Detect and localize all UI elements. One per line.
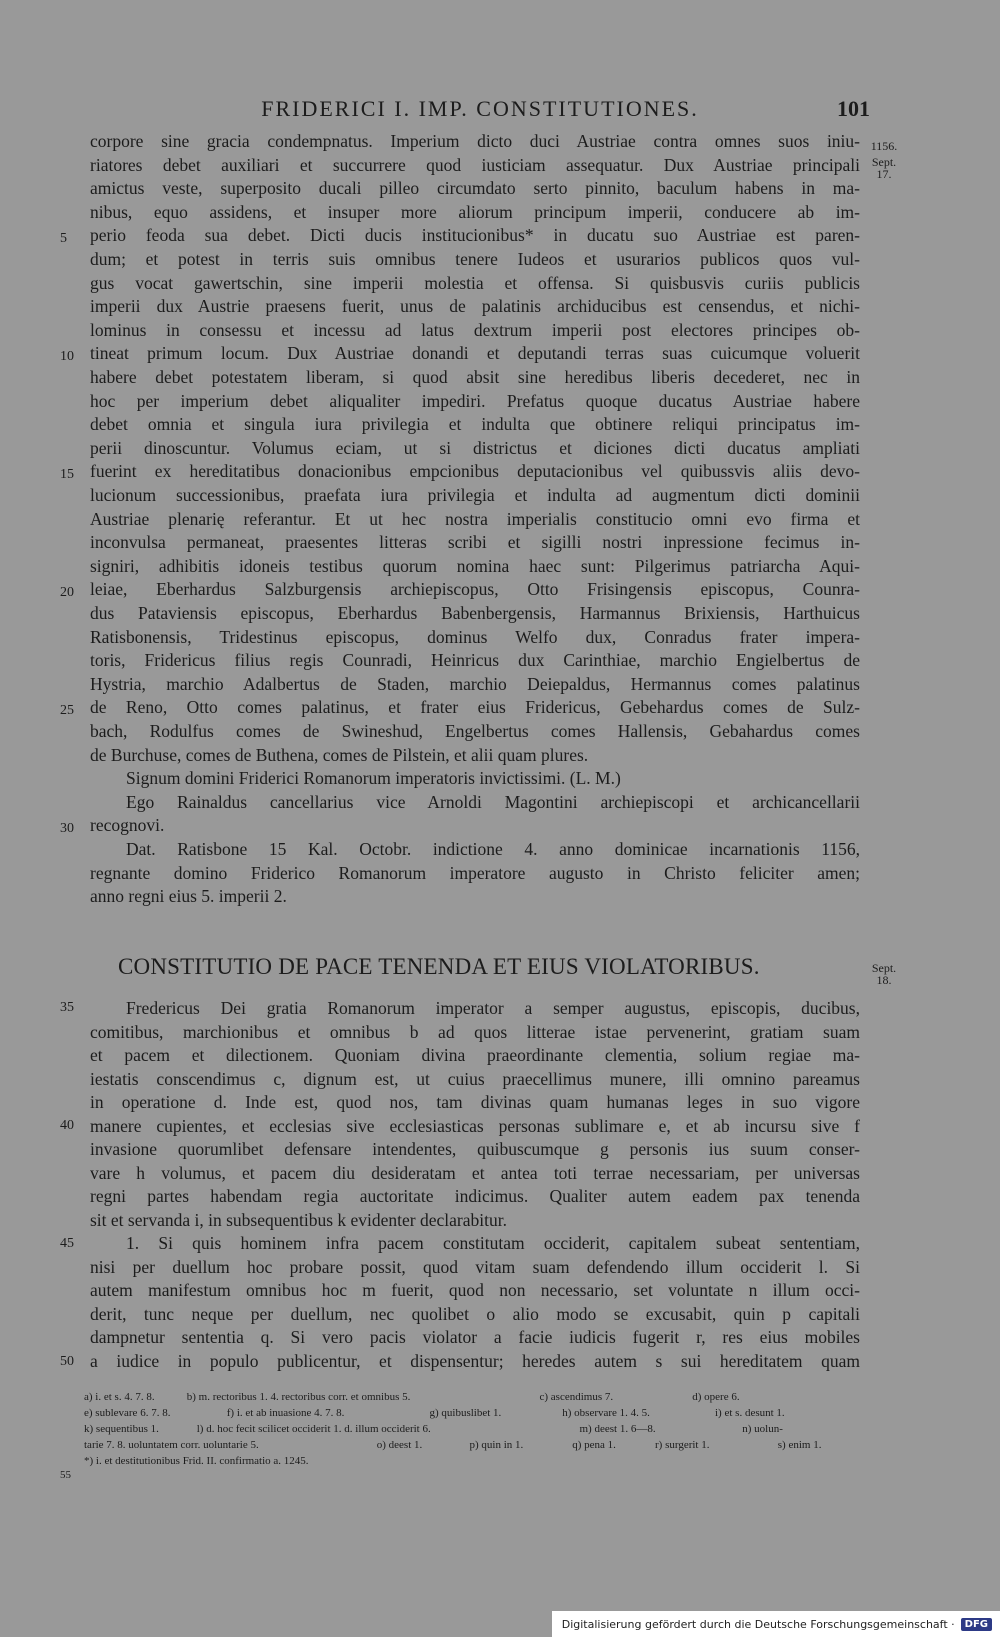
footnote: o) deest 1.: [376, 1439, 423, 1451]
dating-line: Dat. Ratisbone 15 Kal. Octobr. indictione 4. anno dominicae incarnationis 1156,: [126, 839, 860, 859]
text-line: sit et servanda i, in subsequentibus k evidenter declarabitur.: [90, 1209, 507, 1230]
footnote: n) uolun-: [742, 1423, 783, 1435]
line-number: 20: [60, 585, 74, 600]
footnote: p) quin in 1.: [469, 1439, 524, 1451]
line-number: 10: [60, 349, 74, 364]
text-line: manere cupientes, et ecclesias sive ecclesiasticas personas sublimare e, et ab incursu sive f: [90, 1115, 860, 1136]
text-line: Austriae plenarię referantur. Et ut hec nostra imperialis constitucio omni evo firma et: [90, 508, 860, 529]
footnote: r) surgerit 1.: [655, 1439, 710, 1451]
footnote-line: [84, 1389, 864, 1405]
footnote: f) i. et ab inuasione 4. 7. 8.: [226, 1407, 345, 1419]
margin-year: 1156.: [870, 139, 898, 153]
text-line: amictus veste, superposito ducali pilleo circumdato serto pinnito, baculum habens in ma-: [90, 178, 860, 199]
text-line: habere debet potestatem liberam, si quod absit sine heredibus liberis decederet, nec in: [90, 367, 860, 387]
text-line: tineat primum locum. Dux Austriae donandi et deputandi terras suas cuicumque voluerit: [90, 343, 860, 364]
footnote-line: [84, 1421, 864, 1437]
text-line: toris, Fridericus filius regis Counradi, Heinricus dux Carinthiae, marchio Engielbertus de: [90, 650, 860, 671]
text-line: Ratisbonensis, Tridestinus episcopus, dominus Welfo dux, Conradus frater impera-: [90, 626, 860, 647]
footnote: e) sublevare 6. 7. 8.: [84, 1407, 171, 1419]
dfg-logo: DFG: [961, 1618, 992, 1631]
footnote: a) i. et s. 4. 7. 8.: [84, 1391, 155, 1403]
text-line: inconvulsa permaneat, praesentes litteras scribi et sigilli nostri inpressione fecimus in-: [90, 532, 860, 553]
text-line: riatores debet auxiliari et succurrere quod iusticiam assequatur. Dux Austriae principali: [90, 154, 860, 175]
section-title: CONSTITUTIO DE PACE TENENDA ET EIUS VIOLATORIBUS.: [118, 954, 760, 979]
digitization-credit-bar: [552, 1611, 1000, 1637]
margin-day: 17.: [876, 167, 892, 181]
text-line: fuerint ex hereditatibus donacionibus empcionibus deputacionibus vel quibussvis aliis devo-: [90, 461, 860, 482]
text-line: 1. Si quis hominem infra pacem constitutam occiderit, capitalem subeat sententiam,: [126, 1233, 860, 1253]
text-line: nibus, equo assidens, et insuper more aliorum principum imperii, conducere ab im-: [90, 201, 860, 222]
footnote: *) i. et destitutionibus Frid. II. confirmatio a. 1245.: [84, 1455, 309, 1467]
footnote: b) m. rectoribus 1. 4. rectoribus corr. et omnibus 5.: [186, 1391, 411, 1403]
footnote: i) et s. desunt 1.: [715, 1407, 785, 1419]
line-number: 45: [60, 1236, 74, 1251]
text-line: dus Pataviensis episcopus, Eberhardus Babenbergensis, Harmannus Brixiensis, Harthuicus: [90, 603, 860, 623]
text-line: imperii dux Austrie praesens fuerit, unus de palatinis archiducibus est censendus, et nichi-: [90, 296, 860, 317]
footnote-line: [84, 1453, 864, 1469]
footnote: l) d. hoc fecit scilicet occiderit 1. d. illum occiderit 6.: [196, 1423, 431, 1435]
text-line: iestatis conscendimus c, dignum est, ut cuius praecellimus munere, illi omnino pareamus: [90, 1068, 860, 1089]
line-number: 55: [60, 1469, 71, 1481]
page-number: 101: [837, 96, 870, 121]
text-line: debet omnia et singula iura privilegia et indulta que obtinere reliqui principatus im-: [90, 414, 860, 435]
recognition-line: Ego Rainaldus cancellarius vice Arnoldi Magontini archiepiscopi et archicancellarii: [126, 791, 860, 812]
text-line: Hystria, marchio Adalbertus de Staden, marchio Deiepaldus, Hermannus comes palatinus: [90, 673, 860, 694]
line-number: 15: [60, 467, 74, 482]
text-line: regnante domino Friderico Romanorum imperatore augusto in Christo feliciter amen;: [90, 862, 860, 883]
signum-line: Signum domini Friderici Romanorum imperatoris invictissimi. (L. M.): [126, 768, 621, 789]
margin-month: Sept.: [871, 961, 897, 975]
text-line: in operatione d. Inde est, quod nos, tam divinas quam humanas leges in suo vigore: [90, 1092, 860, 1112]
text-line: perii dinoscuntur. Volumus eciam, ut si districtus et diciones dicti ducatus ampliati: [90, 437, 860, 458]
line-number: 50: [60, 1354, 74, 1369]
credit-text: Digitalisierung gefördert durch die Deutsche Forschungsgemeinschaft ·: [561, 1617, 955, 1631]
text-line: perio feoda sua debet. Dicti ducis institucionibus* in ducatu suo Austriae est paren-: [90, 225, 860, 246]
text-line: de Reno, Otto comes palatinus, et frater eius Fridericus, Gebehardus comes de Sulz-: [90, 697, 860, 718]
text-line: comitibus, marchionibus et omnibus b ad quos litterae istae pervenerint, gratiam suam: [90, 1021, 860, 1042]
line-number: 30: [60, 821, 74, 836]
footnote: q) pena 1.: [572, 1439, 616, 1451]
text-line: derit, tunc neque per duellum, nec quolibet o alio modo se excusabit, quin p capitali: [90, 1303, 860, 1324]
text-line: hoc per imperium debet aliqualiter impediri. Prefatus quoque ducatus Austriae habere: [90, 390, 860, 411]
footnote: k) sequentibus 1.: [84, 1423, 159, 1435]
text-line: lucionum successionibus, praefata iura privilegia et indulta ad augmentum dicti dominii: [90, 485, 860, 505]
footnote-line: [84, 1437, 864, 1453]
footnote: s) enim 1.: [777, 1439, 822, 1451]
footnote: c) ascendimus 7.: [539, 1391, 614, 1403]
text-line: a iudice in populo publicentur, et dispensentur; heredes autem s sui hereditatem quam: [90, 1350, 860, 1371]
footnote: tarie 7. 8. uoluntatem corr. uoluntarie 5.: [84, 1439, 259, 1451]
text-line: signiri, adhibitis idoneis testibus quorum nomina haec sunt: Pilgerimus patriarcha Aqui-: [90, 555, 860, 576]
text-line: vare h volumus, et pacem diu desideratam et antea toti terrae necessariam, per universas: [90, 1162, 860, 1183]
text-line: anno regni eius 5. imperii 2.: [90, 886, 287, 907]
text-line: Fredericus Dei gratia Romanorum imperator a semper augustus, episcopis, ducibus,: [126, 998, 860, 1018]
text-line: dum; et potest in terris suis omnibus tenere Iudeos et usurarios publicos quos vul-: [90, 249, 860, 269]
line-number: 35: [60, 1000, 74, 1015]
text-line: corpore sine gracia condempnatus. Imperium dicto duci Austriae contra omnes suos iniu-: [90, 131, 860, 151]
footnote: m) deest 1. 6—8.: [579, 1423, 656, 1435]
line-number: 5: [60, 231, 67, 246]
page-header: [90, 96, 870, 126]
margin-day: 18.: [876, 973, 892, 987]
text-line: et pacem et dilectionem. Quoniam divina praeordinante clementia, solium regiae ma-: [90, 1045, 860, 1065]
running-head: FRIDERICI I. IMP. CONSTITUTIONES.: [261, 96, 699, 121]
text-line: autem manifestum omnibus hoc m fuerit, quod non necessario, set voluntate n illum occi-: [90, 1280, 860, 1300]
text-line: recognovi.: [90, 815, 165, 836]
text-line: nisi per duellum hoc probare possit, quod vitam suam defendendo illum occiderit l. Si: [90, 1256, 860, 1277]
text-line: gus vocat gawertschin, sine imperii molestia et offensa. Si quisbusvis curiis publicis: [90, 272, 860, 293]
text-line: dampnetur sententia q. Si vero pacis violator a facie iudicis fugerit r, res eius mobiles: [90, 1327, 860, 1347]
footnote: d) opere 6.: [692, 1391, 740, 1403]
text-line: invasione quorumlibet defensare intendentes, quibuscumque g personis ius suum conser-: [90, 1139, 860, 1159]
line-number: 40: [60, 1118, 74, 1133]
margin-month: Sept.: [871, 155, 897, 169]
line-number: 25: [60, 703, 74, 718]
footnote: h) observare 1. 4. 5.: [562, 1407, 650, 1419]
text-line: de Burchuse, comes de Buthena, comes de Pilstein, et alii quam plures.: [90, 744, 589, 765]
text-line: bach, Rodulfus comes de Swineshud, Engelbertus comes Hallensis, Gebahardus comes: [90, 721, 860, 741]
footnote: g) quibuslibet 1.: [429, 1407, 502, 1419]
text-line: lominus in consessu et incessu ad latus dextrum imperii post electores principes ob-: [90, 319, 860, 340]
text-line: regni partes habendam regia auctoritate indicimus. Qualiter autem eadem pax tenenda: [90, 1186, 860, 1206]
text-line: leiae, Eberhardus Salzburgensis archiepiscopus, Otto Frisingensis episcopus, Counra-: [90, 579, 860, 600]
footnote-line: [84, 1405, 864, 1421]
